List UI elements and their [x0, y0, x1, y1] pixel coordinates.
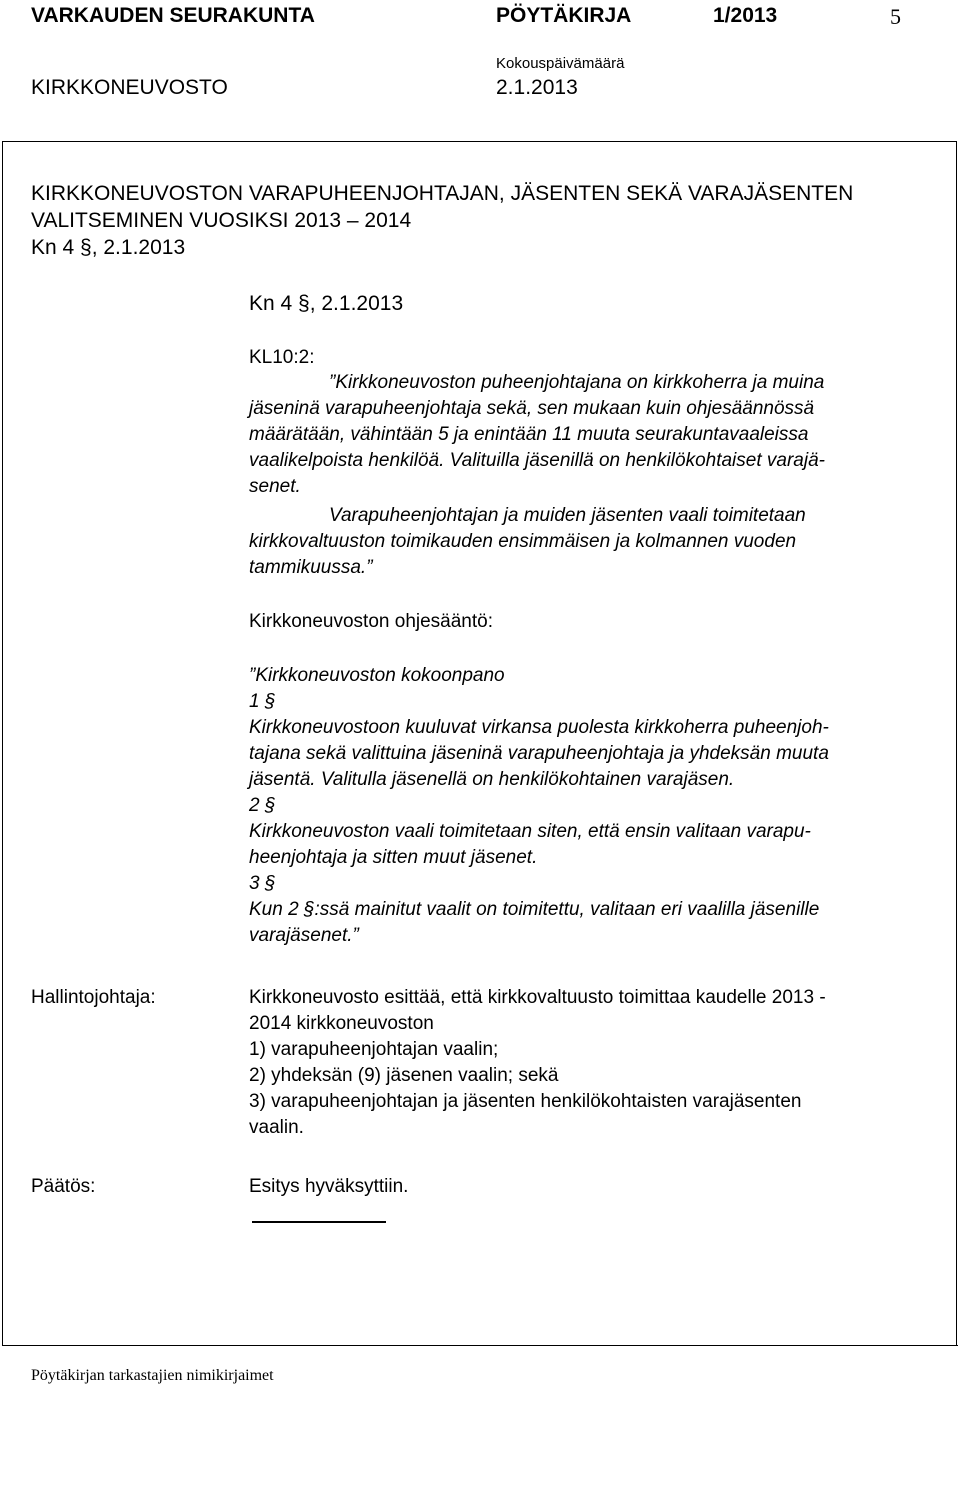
body-name: KIRKKONEUVOSTO [31, 76, 228, 99]
rules-line: 1 § [249, 691, 276, 712]
proposal-line: Kirkkoneuvosto esittää, että kirkkovaltuusto toimittaa kaudelle 2013 - [249, 987, 826, 1008]
law-quote-continued [249, 503, 959, 581]
rules-line: Kun 2 §:ssä mainitut vaalit on toimitettu, valitaan eri vaalilla jäsenille [249, 899, 820, 920]
law-quote [249, 370, 959, 500]
law-quote-line: tammikuussa.” [249, 557, 373, 578]
rules-quote [249, 663, 959, 949]
proposal-text [249, 985, 960, 1141]
rules-line: heenjohtaja ja sitten muut jäsenet. [249, 847, 538, 868]
rules-line: Kirkkoneuvostoon kuuluvat virkansa puolesta kirkkoherra puheenjoh- [249, 717, 829, 738]
document-type: PÖYTÄKIRJA [496, 4, 632, 27]
law-quote-line: vaalikelpoista henkilöä. Valituilla jäsenillä on henkilökohtaiset varajä- [249, 450, 825, 471]
law-label: KL10:2: [249, 347, 315, 368]
rules-label: Kirkkoneuvoston ohjesääntö: [249, 611, 493, 632]
section-title [31, 180, 853, 261]
rules-line: ”Kirkkoneuvoston kokoonpano [249, 665, 505, 686]
law-quote-line: senet. [249, 476, 301, 497]
rules-line: Kirkkoneuvoston vaali toimitetaan siten, että ensin valitaan varapu- [249, 821, 811, 842]
rules-line: tajana sekä valittuina jäseninä varapuheenjohtaja ja yhdeksän muuta [249, 743, 829, 764]
meeting-reference: Kn 4 §, 2.1.2013 [249, 292, 404, 315]
section-title-line: KIRKKONEUVOSTON VARAPUHEENJOHTAJAN, JÄSENTEN SEKÄ VARAJÄSENTEN [31, 182, 854, 205]
proposal-line: 1) varapuheenjohtajan vaalin; [249, 1039, 499, 1060]
law-quote-line: kirkkovaltuuston toimikauden ensimmäisen ja kolmannen vuoden [249, 531, 797, 552]
proposal-line: vaalin. [249, 1117, 304, 1138]
law-quote-line: ”Kirkkoneuvoston puheenjohtajana on kirkkoherra ja muina [329, 372, 825, 393]
proposal-line: 2) yhdeksän (9) jäsenen vaalin; sekä [249, 1065, 559, 1086]
document-number: 1/2013 [713, 4, 778, 27]
page-number: 5 [890, 4, 901, 29]
signatures-label: Pöytäkirjan tarkastajien nimikirjaimet [31, 1367, 274, 1384]
signature-line [252, 1221, 386, 1223]
parish-name: VARKAUDEN SEURAKUNTA [31, 4, 315, 27]
law-quote-line: jäseninä varapuheenjohtaja sekä, sen mukaan kuin ohjesäännössä [249, 398, 815, 419]
proposal-line: 2014 kirkkoneuvoston [249, 1013, 434, 1034]
decision-text: Esitys hyväksyttiin. [249, 1176, 409, 1197]
meeting-date: 2.1.2013 [496, 76, 578, 99]
law-quote-line: määrätään, vähintään 5 ja enintään 11 muuta seurakuntavaaleissa [249, 424, 809, 445]
meeting-date-label: Kokouspäivämäärä [496, 55, 625, 72]
rules-line: varajäsenet.” [249, 925, 359, 946]
section-title-line: Kn 4 §, 2.1.2013 [31, 236, 186, 259]
footer-divider [2, 1345, 958, 1346]
law-quote-line: Varapuheenjohtajan ja muiden jäsenten vaali toimitetaan [329, 505, 806, 526]
rules-line: 2 § [249, 795, 276, 816]
rules-line: jäsentä. Valitulla jäsenellä on henkilökohtainen varajäsen. [249, 769, 735, 790]
rules-line: 3 § [249, 873, 276, 894]
section-title-line: VALITSEMINEN VUOSIKSI 2013 – 2014 [31, 209, 412, 232]
decision-label: Päätös: [31, 1176, 96, 1197]
proposal-line: 3) varapuheenjohtajan ja jäsenten henkilökohtaisten varajäsenten [249, 1091, 802, 1112]
proposal-label: Hallintojohtaja: [31, 987, 156, 1008]
